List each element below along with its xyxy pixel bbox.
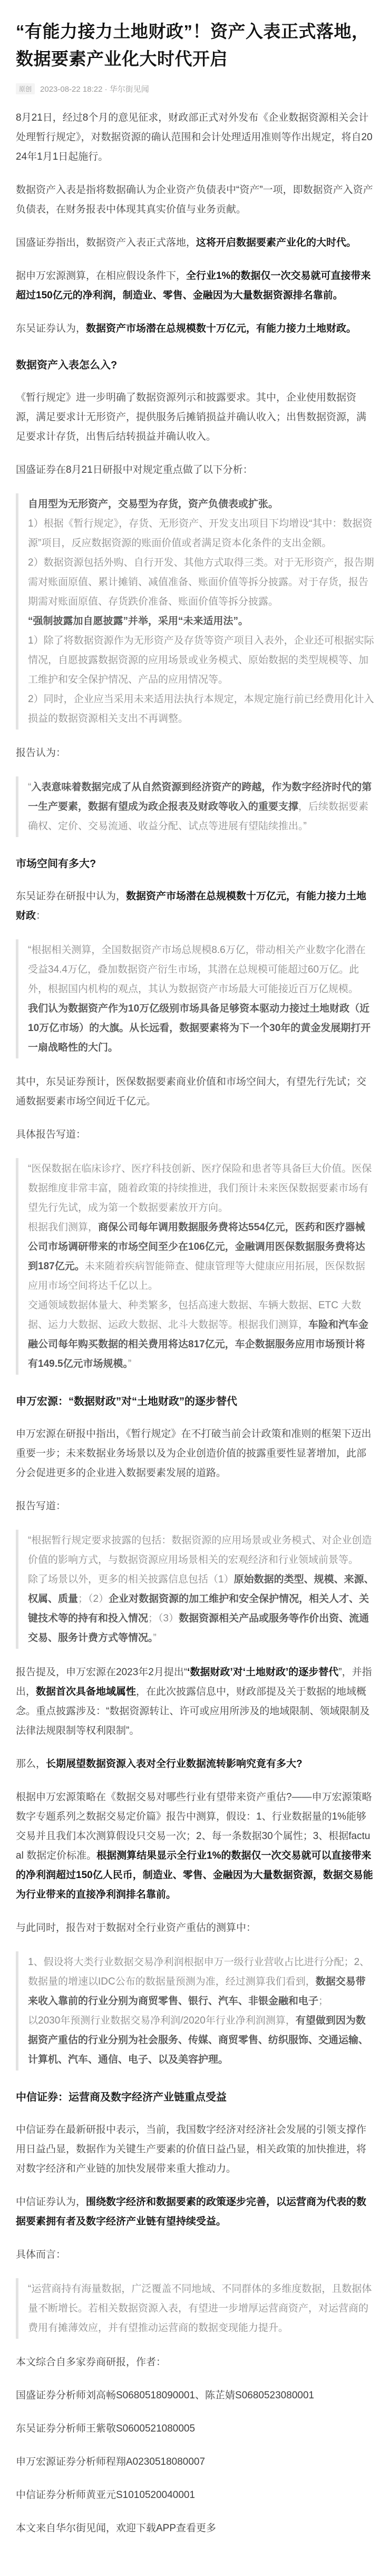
- text: 东吴证券分析师王紫敬S0600521080005: [16, 2423, 196, 2435]
- text: ；（2）: [78, 1593, 109, 1605]
- quote-paragraph: [28, 553, 374, 611]
- bold-text: 数据交易带来收入靠前的行业分别为商贸零售、银行、汽车、非银金融和电子: [28, 1976, 366, 2007]
- original-badge: 原创: [16, 83, 35, 94]
- text: 《暂行规定》进一步明确了数据资源列示和披露要求。其中，企业使用数据资源，满足要求计无形资产，提供服务后摊销损益并确认收入；出售数据资源，满足要求计存货，出售后结转损益并确认收入。: [16, 392, 367, 443]
- bold-text: 车险和汽车金融公司每年购买数据的相关费用将达817亿元，车企数据服务应用市场预计将有149.5亿元市场规模。: [28, 1319, 369, 1370]
- text: “根据相关测算，全国数据资产市场总规模8.6万亿，带动相关产业数字化潜在受益34.4万亿，叠加数据资产衍生市场，其潜在总规模可能超过60万亿。此外，根据国内机构的观点，其认为数据资产市场最大可能接近百万亿规模。: [28, 945, 366, 995]
- text: 与此同时，报告对于数据对全行业资产重估的测算中：: [16, 1922, 257, 1934]
- paragraph: [16, 108, 374, 167]
- paragraph: [16, 1754, 374, 1774]
- text: ，在此次披露信息中，财政部提及关于数据的地域概念。重点披露涉及：“数据资源转让、许可或应用所涉及的地域限制、领域限制及法律法规限制等权利限制”。: [16, 1686, 370, 1737]
- text: 未来随着疾病智能筛查、健康管理等大健康应用拓展，医保数据应用市场空间将达千亿以上。: [28, 1261, 365, 1292]
- text: 申万宏源证券分析师程翔A0230518080007: [16, 2456, 206, 2468]
- bold-text: 围绕数字经济和数据要素的政策逐步完善，以运营商为代表的数据要素拥有者及数字经济产业链有望持续受益。: [16, 2196, 367, 2228]
- bold-text: 有望做到因为数据资产重估的行业分别为社会服务、传媒、商贸零售、纺织服饰、交通运输、计算机、汽车、通信、电子、以及美容护理。: [28, 2015, 369, 2066]
- text: 1、假设将大类行业数据交易净利润根据申万一级行业营收占比进行分配；2、数据量的增速以IDC公布的数据量预测为准，经过测算我们看到，: [28, 1957, 370, 1988]
- text: 国盛证券指出，数据资产入表正式落地，: [16, 237, 197, 249]
- text: ；: [318, 1996, 329, 2007]
- section-heading: 市场空间有多大?: [16, 858, 96, 870]
- bold-text: 我们认为数据资产作为10万亿级别市场具备足够资本驱动力接过土地财政（近10万亿市场）的大旗。从长远看，数据要素将为下一个30年的黄金发展期打开一扇战略性的大门。: [28, 1003, 371, 1054]
- bold-text: 入表意味着数据完成了从自然资源到经济资产的跨越，作为数字经济时代的第一生产要素，数据有望成为政企报表及财政等收入的重要支撑: [28, 782, 372, 813]
- paragraph: [16, 266, 374, 305]
- bold-text: 数据资产市场潜在总规模数十万亿元，有能力接力土地财政: [16, 891, 367, 922]
- quote-paragraph: [28, 1531, 374, 1570]
- text: 据申万宏源测算，在相应假设条件下，: [16, 270, 187, 282]
- report-quote: [16, 493, 374, 730]
- paragraph: [16, 1072, 374, 1111]
- text: 2）数据资源包括外购、自行开发、其他方式取得三类。对于无形资产，报告期需对账面原值、累计摊销、减值准备、账面价值等拆分披露。对于存货，报告期需对账面原值、存货跌价准备、账面价值等拆分披露。: [28, 557, 374, 608]
- text: 以2030年预测行业数据交易净利润/2020年行业净利润测算，: [28, 2015, 296, 2027]
- text: 申万宏源在研报中指出，《暂行规定》在不打破当前会计政策和准则的框架下迈出重要一步；未来数据业务场景以及为企业创造价值的披露重要性显著增加，此部分会促进更多的企业进入数据要素发展的道路。: [16, 1428, 372, 1479]
- paragraph: [16, 1496, 374, 1516]
- report-quote: [16, 1530, 374, 1649]
- quote-paragraph: [28, 631, 374, 689]
- section-heading: 数据资产入表怎么入?: [16, 359, 118, 372]
- paragraph: [16, 460, 374, 480]
- quote-paragraph: [28, 2279, 374, 2338]
- text: 除了场景以外，更多的相关披露信息包括（1）: [28, 1574, 234, 1586]
- quote-paragraph: [28, 1218, 374, 1296]
- paragraph: [16, 1125, 374, 1144]
- text: 根据我们测算，: [28, 1222, 99, 1233]
- paragraph: [16, 1918, 374, 1938]
- article-body: [16, 108, 374, 2538]
- quote-paragraph: [28, 940, 374, 999]
- paragraph: [16, 2485, 374, 2505]
- text: 报告写道：: [16, 1501, 66, 1512]
- report-quote: [16, 1158, 374, 1375]
- text: 本文综合自多家券商研报，作者：: [16, 2357, 167, 2368]
- text: “: [28, 782, 32, 793]
- text: 1）根据《暂行规定》，存货、无形资产、开发支出项目下均增设“其中：数据资源”项目，反应数据资源的账面价值或者满足资本化条件的支出金额。: [28, 518, 373, 549]
- text: 具体而言：: [16, 2249, 66, 2261]
- bold-text: 原始数据的类型、规模、来源、权属、质量: [28, 1574, 374, 1605]
- text: 具体报告写道：: [16, 1129, 86, 1141]
- text: ”，并指出，: [16, 1667, 372, 1698]
- bold-text: 全行业1%的数据仅一次交易就可直接带来超过150亿元的净利润，制造业、零售、金融因为大量数据资源排名靠前。: [16, 270, 371, 302]
- text: 国盛证券在8月21日研报中对规定重点做了以下分析：: [16, 464, 253, 476]
- quote-paragraph: [28, 611, 374, 631]
- text: 那么，: [16, 1758, 46, 1770]
- report-quote: [16, 2278, 374, 2339]
- bold-text: 自用型为无形资产，交易型为存货，资产负债表或扩张。: [28, 499, 279, 510]
- quote-paragraph: [28, 514, 374, 553]
- section-heading: 中信证券：运营商及数字经济产业链重点受益: [16, 2092, 227, 2104]
- quote-paragraph: [28, 2011, 374, 2069]
- paragraph: [16, 2419, 374, 2438]
- quote-paragraph: [28, 494, 374, 514]
- text: ”: [153, 1632, 157, 1644]
- paragraph: [16, 887, 374, 926]
- text: 中信证券认为，: [16, 2196, 86, 2208]
- bold-text: 数据资产市场潜在总规模数十万亿元，有能力接力土地财政。: [86, 323, 357, 335]
- text: ：: [36, 910, 46, 922]
- quote-paragraph: [28, 1159, 374, 1218]
- paragraph: [16, 2386, 374, 2405]
- report-quote: [16, 1951, 374, 2070]
- paragraph: [16, 2452, 374, 2472]
- bold-text: 长期展望数据资源入表对全行业数据流转影响究竟有多大?: [46, 1758, 303, 1770]
- text: 国盛证券分析师刘高畅S0680518090001、陈芷婧S0680523080001: [16, 2390, 315, 2402]
- date-source: 2023-08-22 18:22 · 华尔街见闻: [40, 85, 149, 94]
- quote-paragraph: [28, 999, 374, 1057]
- paragraph: [16, 2353, 374, 2372]
- bold-text: 数据首次具备地域属性: [36, 1686, 136, 1698]
- text: 报告提及，申万宏源在2023年2月提出“: [16, 1667, 188, 1678]
- text: 8月21日，经过8个月的意见征求，财政部正式对外发布《企业数据资源相关会计处理暂行规定》，对数据资源的确认范围和会计处理适用准则等作出规定，将自2024年1月1日起施行。: [16, 112, 373, 163]
- quote-paragraph: [28, 777, 374, 836]
- text: 交通领域数据体量大、种类繁多，包括高速大数据、车辆大数据、ETC 大数据、运力大数据、运政大数据、北斗大数据等。根据我们测算，: [28, 1300, 362, 1331]
- paragraph: [16, 1787, 374, 1904]
- bold-text: 商保公司每年调用数据服务费将达554亿元，医药和医疗器械公司市场调研带来的市场空间至少在106亿元，金融调用医保数据服务费将达到187亿元。: [28, 1222, 365, 1272]
- text: 中信证券分析师黄亚元S1010520040001: [16, 2490, 196, 2501]
- paragraph: [16, 743, 374, 763]
- text: “医保数据在临床诊疗、医疗科技创新、医疗保险和患者等具备巨大价值。医保数据维度非常丰富，随着政策的持续推进，我们预计未来医保数据要素市场有望先行先试，成为第一个数据要素放开方向。: [28, 1163, 372, 1214]
- text: 本文来自华尔街见闻，欢迎下载APP查看更多: [16, 2523, 217, 2534]
- paragraph: [16, 233, 374, 252]
- text: 中信证券在最新研报中表示，当前，我国数字经济对经济社会发展的引领支撑作用日益凸显，数据作为关键生产要素的价值日益凸显，相关政策的加快推进，将对数字经济和产业链的加快发展带来重大推动力。: [16, 2124, 367, 2175]
- text: 东吴证券认为，: [16, 323, 86, 335]
- page-title: “有能力接力土地财政”！资产入表正式落地，数据要素产业化大时代开启: [16, 22, 369, 69]
- paragraph: [16, 1663, 374, 1741]
- bold-text: 数据资源相关产品或服务等作价出资、流通交易、服务计费方式等情况。: [28, 1613, 369, 1644]
- text: 数据资产入表是指将数据确认为企业资产负债表中“资产”一项，即数据资产入资产负债表，在财务报表中体现其真实价值与业务贡献。: [16, 184, 373, 216]
- bold-text: ‘数据财政’对‘土地财政’的逐步替代: [187, 1667, 339, 1678]
- paragraph: [16, 180, 374, 219]
- paragraph: [16, 2120, 374, 2179]
- quote-paragraph: [28, 1952, 374, 2011]
- bold-text: “强制披露加自愿披露”并举，采用“未来适用法”。: [28, 616, 249, 627]
- report-quote: [16, 776, 374, 837]
- text: 报告认为：: [16, 747, 66, 759]
- bold-text: 企业对数据资源的加工维护和安全保护情况，相关人才、关键技术等的持有和投入情况: [28, 1593, 369, 1625]
- text: ，后续数据要素确权、定价、交易流通、收益分配、试点等进展有望陆续推出。”: [28, 801, 369, 832]
- report-quote: [16, 939, 374, 1058]
- section-heading: 申万宏源：“数据财政”对“土地财政”的逐步替代: [16, 1396, 237, 1408]
- quote-paragraph: [28, 689, 374, 728]
- quote-paragraph: [28, 1296, 374, 1374]
- paragraph: [16, 2519, 374, 2538]
- paragraph: [16, 2245, 374, 2264]
- paragraph: [16, 319, 374, 338]
- text: “根据暂行规定要求披露的包括：数据资源的应用场景或业务模式、对企业创造价值的影响方式，与数据资源应用场景相关的宏观经济和行业领域前景等。: [28, 1535, 372, 1566]
- paragraph: [16, 2192, 374, 2231]
- bold-text: 根据测算结果显示全行业1%的数据仅一次交易就可以直接带来的净利润超过150亿人民币，制造业、零售、金融因为大量数据资源，数据交易能为行业带来的直接净利润排名靠前。: [16, 1850, 373, 1901]
- quote-paragraph: [28, 1570, 374, 1648]
- text: 其中，东吴证券预计，医保数据要素商业价值和市场空间大，有望先行先试；交通数据要素市场空间近千亿元。: [16, 1076, 367, 1107]
- text: 1）除了将数据资源作为无形资产及存货等资产项目入表外，企业还可根据实际情况，自愿披露数据资源的应用场景或业务模式、原始数据的类型规模等、加工维护和安全保护情况、产品的应用情况等。: [28, 635, 374, 686]
- paragraph: [16, 388, 374, 446]
- bold-text: 这将开启数据要素产业化的大时代。: [196, 237, 357, 249]
- text: 2）同时，企业应当采用未来适用法执行本规定，本规定施行前已经费用化计入损益的数据资源相关支出不再调整。: [28, 694, 374, 725]
- paragraph: [16, 1424, 374, 1483]
- text: 根据申万宏源策略在《数据交易对哪些行业有望带来资产重估?——申万宏源策略数字专题系列之数据交易定价篇》报告中测算，假设：1、行业数据量的1%能够交易并且我们本次测算假设只交易一次；2、每一条数据30个属性；3、根据factual 数据定价标准。: [16, 1792, 372, 1862]
- article-meta: [16, 83, 374, 94]
- text: “运营商持有海量数据，广泛覆盖不同地域、不同群体的多维度数据，且数据体量不断增长。若相关数据资源入表，有望进一步增厚运营商资产，对运营商的费用有摊薄效应，并有望推动运营商的数据变现能力提升。: [28, 2283, 372, 2334]
- text: ；（3）: [148, 1613, 179, 1625]
- text: 东吴证券在研报中认为，: [16, 891, 126, 902]
- text: ”: [128, 1358, 132, 1370]
